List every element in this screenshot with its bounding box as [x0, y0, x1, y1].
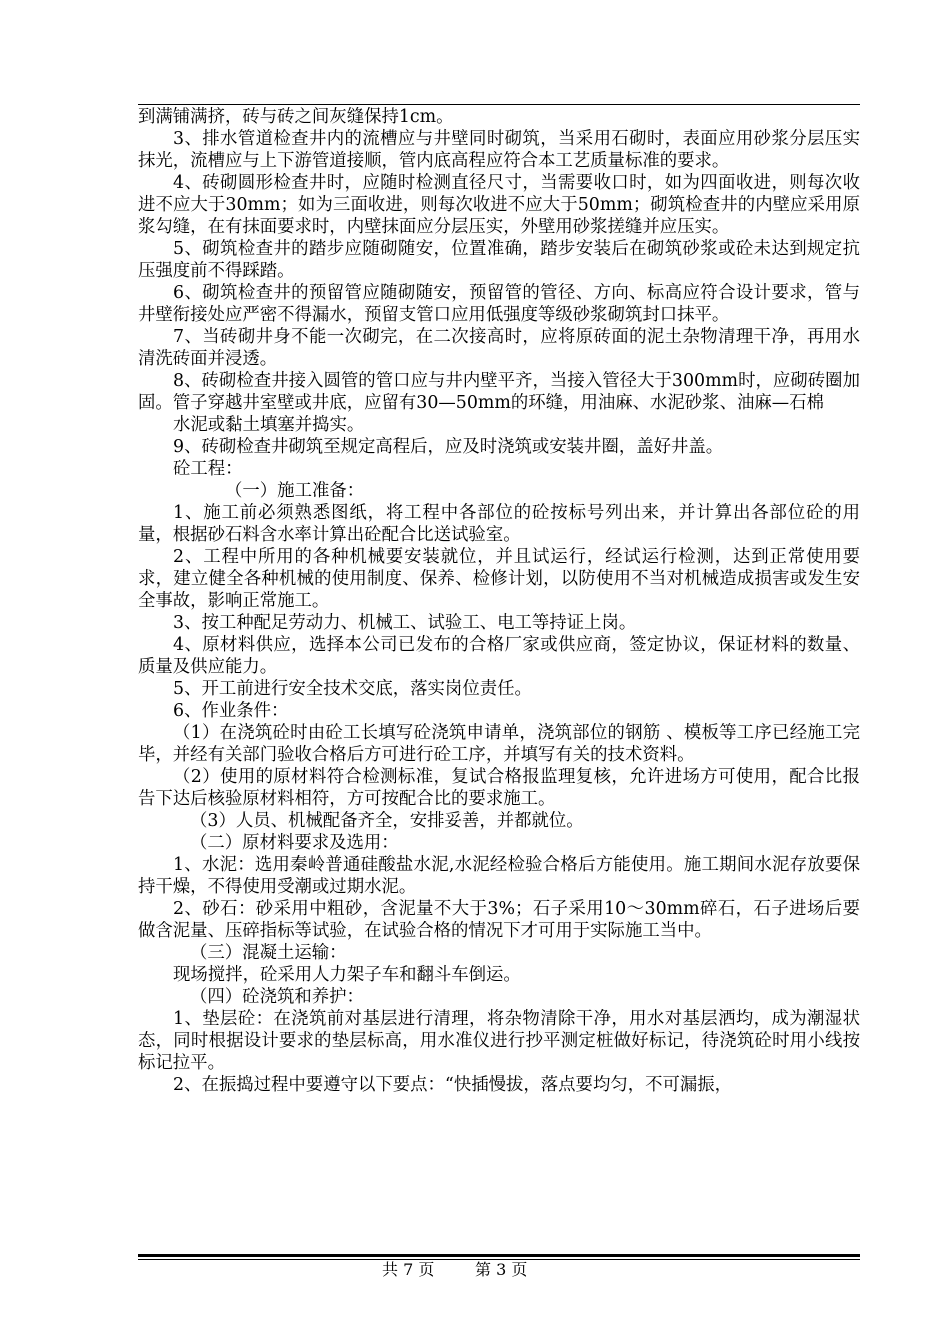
paragraph: 5、砌筑检查井的踏步应随砌随安，位置准确，踏步安装后在砌筑砂浆或砼未达到规定抗压强度前不得踩踏。 — [138, 239, 860, 281]
paragraph: 3、按工种配足劳动力、机械工、试验工、电工等持证上岗。 — [173, 613, 637, 633]
paragraph: 5、开工前进行安全技术交底，落实岗位责任。 — [173, 679, 532, 699]
paragraph: 1、水泥：选用秦岭普通硅酸盐水泥,水泥经检验合格后方能使用。施工期间水泥存放要保持干燥，不得使用受潮或过期水泥。 — [138, 855, 860, 897]
subsection-heading: （四）砼浇筑和养护： — [190, 987, 364, 1007]
paragraph: （2）使用的原材料符合检测标准，复试合格报监理复核，允许进场方可使用，配合比报告下达后核验原材料相符，方可按配合比的要求施工。 — [138, 767, 860, 809]
paragraph: 6、作业条件： — [173, 701, 289, 721]
paragraph: 9、砖砌检查井砌筑至规定高程后，应及时浇筑或安装井圈，盖好井盖。 — [173, 437, 724, 457]
total-pages: 共 7 页 — [382, 1260, 435, 1279]
paragraph: 2、砂石：砂采用中粗砂，含泥量不大于3%；石子采用10～30mm碎石，石子进场后要做含泥量、压碎指标等试验，在试验合格的情况下才可用于实际施工当中。 — [138, 899, 860, 941]
paragraph: 3、排水管道检查井内的流槽应与井壁同时砌筑，当采用石砌时，表面应用砂浆分层压实抹光，流槽应与上下游管道接顺，管内底高程应符合本工艺质量标准的要求。 — [138, 129, 860, 171]
subsection-heading: （一）施工准备： — [225, 481, 365, 501]
footer-rule — [138, 1254, 860, 1257]
document-body — [138, 106, 860, 1096]
paragraph: 2、在振捣过程中要遵守以下要点：“快插慢拔，落点要均匀，不可漏振， — [173, 1075, 733, 1095]
paragraph: 现场搅拌，砼采用人力架子车和翻斗车倒运。 — [173, 965, 521, 985]
current-page: 第 3 页 — [475, 1260, 528, 1279]
subsection-heading: （三）混凝土运输： — [190, 943, 347, 963]
paragraph: 到满铺满挤，砖与砖之间灰缝保持1cm。 — [138, 107, 454, 127]
paragraph: （3）人员、机械配备齐全，安排妥善，并都就位。 — [190, 811, 584, 831]
paragraph: 1、施工前必须熟悉图纸，将工程中各部位的砼按标号列出来，并计算出各部位砼的用量，根据砂石料含水率计算出砼配合比送试验室。 — [138, 503, 860, 545]
paragraph: 水泥或黏土填塞并捣实。 — [173, 415, 365, 435]
section-heading: 砼工程： — [173, 459, 243, 479]
page-footer — [382, 1260, 527, 1280]
subsection-heading: （二）原材料要求及选用： — [190, 833, 399, 853]
header-rule — [138, 104, 860, 105]
paragraph: 4、砖砌圆形检查井时，应随时检测直径尺寸，当需要收口时，如为四面收进，则每次收进不应大于30mm；如为三面收进，则每次收进不应大于50mm；砌筑检查井的内壁应采用原浆勾缝，在有抹面要求时，内壁抹面应分层压实，外壁用砂浆搓缝并应压实。 — [138, 173, 860, 237]
paragraph: 6、砌筑检查井的预留管应随砌随安，预留管的管径、方向、标高应符合设计要求，管与井壁衔接处应严密不得漏水，预留支管口应用低强度等级砂浆砌筑封口抹平。 — [138, 283, 860, 325]
paragraph: 4、原材料供应，选择本公司已发布的合格厂家或供应商，签定协议，保证材料的数量、质量及供应能力。 — [138, 635, 860, 677]
paragraph: 8、砖砌检查井接入圆管的管口应与井内壁平齐，当接入管径大于300mm时，应砌砖圈加固。管子穿越井室壁或井底，应留有30—50mm的环缝，用油麻、水泥砂浆、油麻—石棉 — [138, 371, 860, 413]
paragraph: 2、工程中所用的各种机械要安装就位，并且试运行，经试运行检测，达到正常使用要求，建立健全各种机械的使用制度、保养、检修计划，以防使用不当对机械造成损害或发生安全事故，影响正常施工。 — [138, 547, 860, 611]
paragraph: 7、当砖砌井身不能一次砌完，在二次接高时，应将原砖面的泥土杂物清理干净，再用水清洗砖面并浸透。 — [138, 327, 860, 369]
paragraph: （1）在浇筑砼时由砼工长填写砼浇筑申请单，浇筑部位的钢筋 、模板等工序已经施工完毕，并经有关部门验收合格后方可进行砼工序，并填写有关的技术资料。 — [138, 723, 860, 765]
paragraph: 1、垫层砼：在浇筑前对基层进行清理，将杂物清除干净，用水对基层洒均，成为潮湿状态，同时根据设计要求的垫层标高，用水准仪进行抄平测定桩做好标记，待浇筑砼时用小线按标记拉平。 — [138, 1009, 860, 1073]
